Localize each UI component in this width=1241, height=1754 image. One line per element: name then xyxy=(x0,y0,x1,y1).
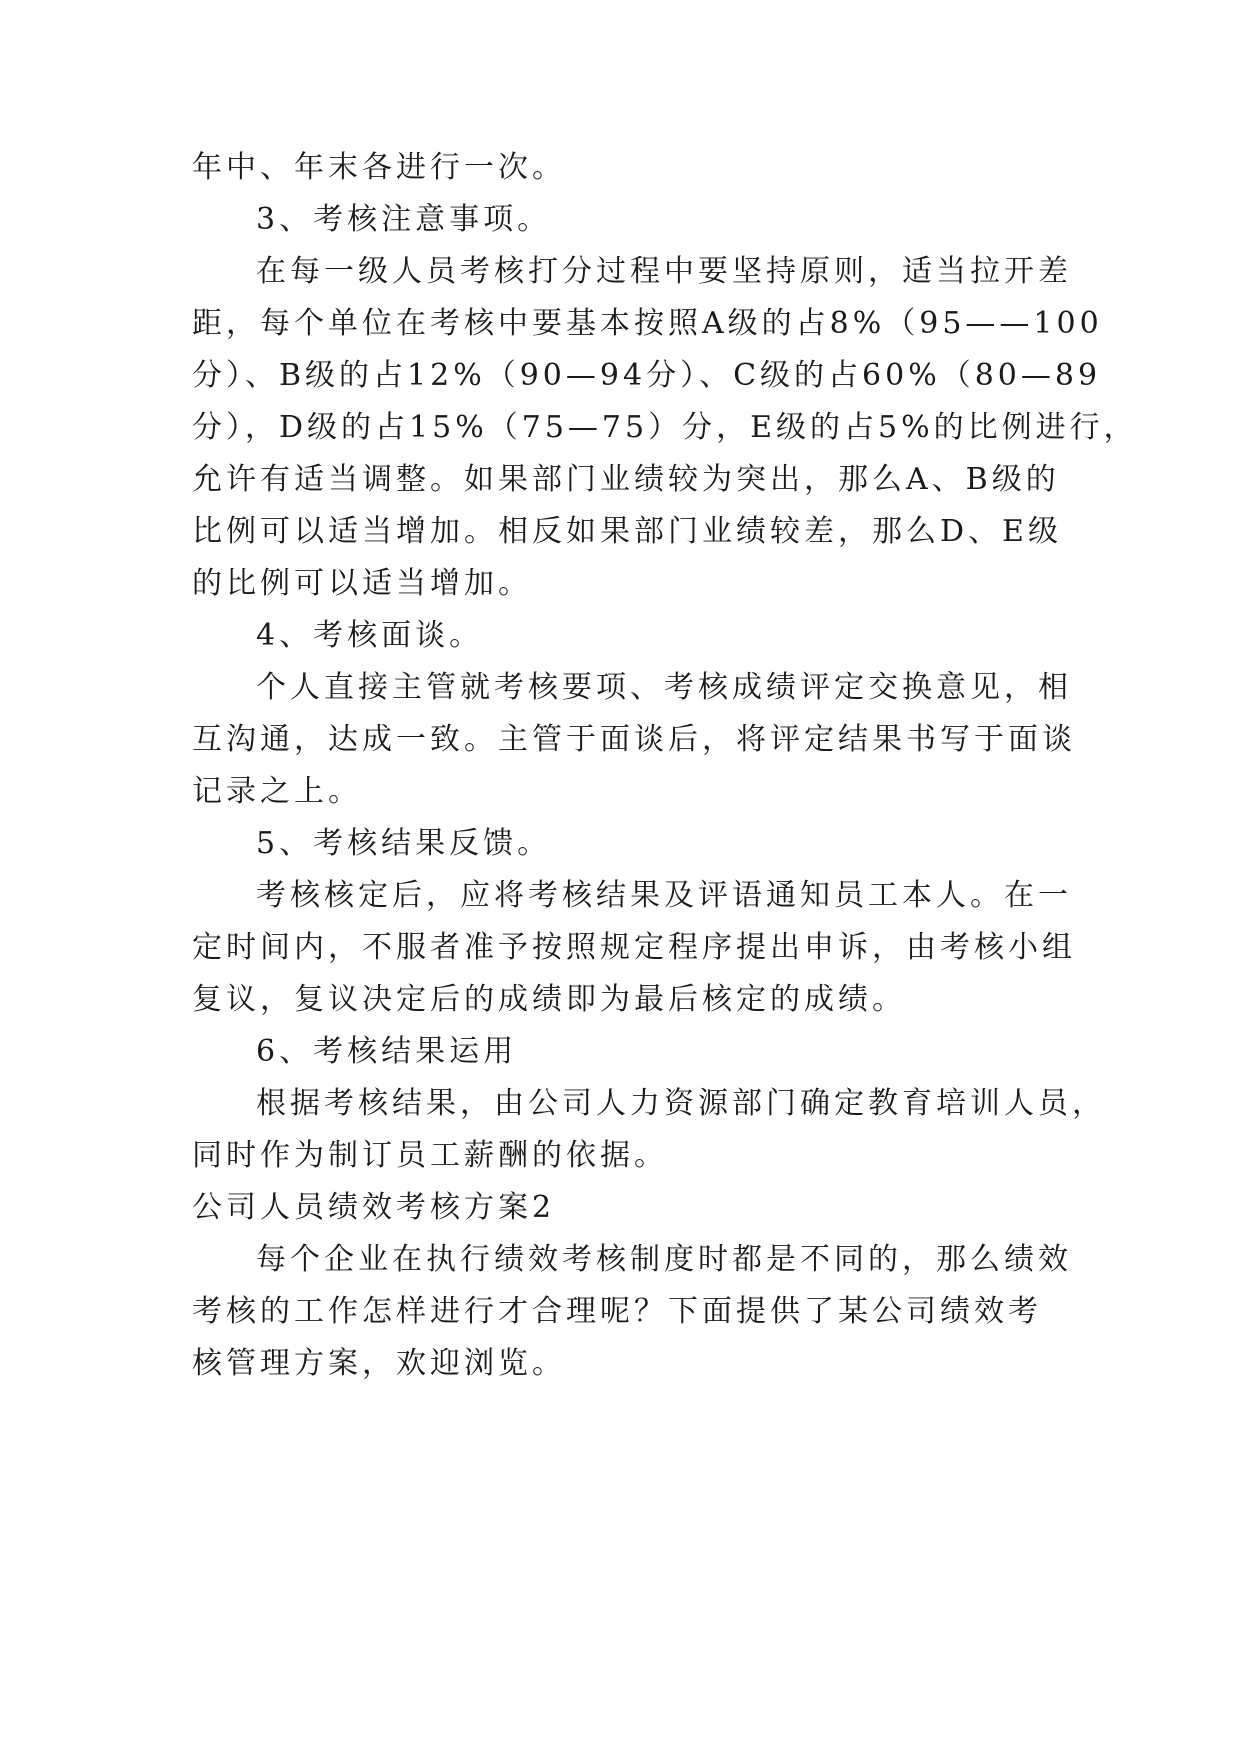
paragraph-line: 根据考核结果，由公司人力资源部门确定教育培训人员， xyxy=(256,1086,1106,1121)
document-title: 公司人员绩效考核方案2 xyxy=(192,1190,556,1225)
paragraph-line: 的比例可以适当增加。 xyxy=(192,566,532,601)
section-heading: 3、考核注意事项。 xyxy=(256,202,552,237)
section-heading: 6、考核结果运用 xyxy=(256,1034,518,1069)
paragraph-line: 考核的工作怎样进行才合理呢？下面提供了某公司绩效考 xyxy=(192,1294,1042,1329)
paragraph-line: 分），D级的占15%（75—75）分，E级的占5%的比例进行， xyxy=(192,410,1138,445)
paragraph-line: 同时作为制订员工薪酬的依据。 xyxy=(192,1138,668,1173)
paragraph-line: 距，每个单位在考核中要基本按照A级的占8%（95——100 xyxy=(192,306,1103,341)
section-heading: 5、考核结果反馈。 xyxy=(256,826,552,861)
paragraph-line: 记录之上。 xyxy=(192,774,362,809)
paragraph-line: 比例可以适当增加。相反如果部门业绩较差，那么D、E级 xyxy=(192,514,1062,549)
paragraph-line: 在每一级人员考核打分过程中要坚持原则，适当拉开差 xyxy=(256,254,1072,289)
paragraph-line: 定时间内，不服者准予按照规定程序提出申诉，由考核小组 xyxy=(192,930,1076,965)
section-heading: 4、考核面谈。 xyxy=(256,618,484,653)
paragraph-line: 互沟通，达成一致。主管于面谈后，将评定结果书写于面谈 xyxy=(192,722,1076,757)
paragraph-line: 每个企业在执行绩效考核制度时都是不同的，那么绩效 xyxy=(256,1242,1072,1277)
paragraph-line: 考核核定后，应将考核结果及评语通知员工本人。在一 xyxy=(256,878,1072,913)
paragraph-line: 个人直接主管就考核要项、考核成绩评定交换意见，相 xyxy=(256,670,1072,705)
body-text-line: 年中、年末各进行一次。 xyxy=(192,150,566,185)
paragraph-line: 核管理方案，欢迎浏览。 xyxy=(192,1346,566,1381)
paragraph-line: 允许有适当调整。如果部门业绩较为突出，那么A、B级的 xyxy=(192,462,1060,497)
paragraph-line: 分）、B级的占12%（90—94分）、C级的占60%（80—89 xyxy=(192,358,1102,393)
paragraph-line: 复议，复议决定后的成绩即为最后核定的成绩。 xyxy=(192,982,906,1017)
